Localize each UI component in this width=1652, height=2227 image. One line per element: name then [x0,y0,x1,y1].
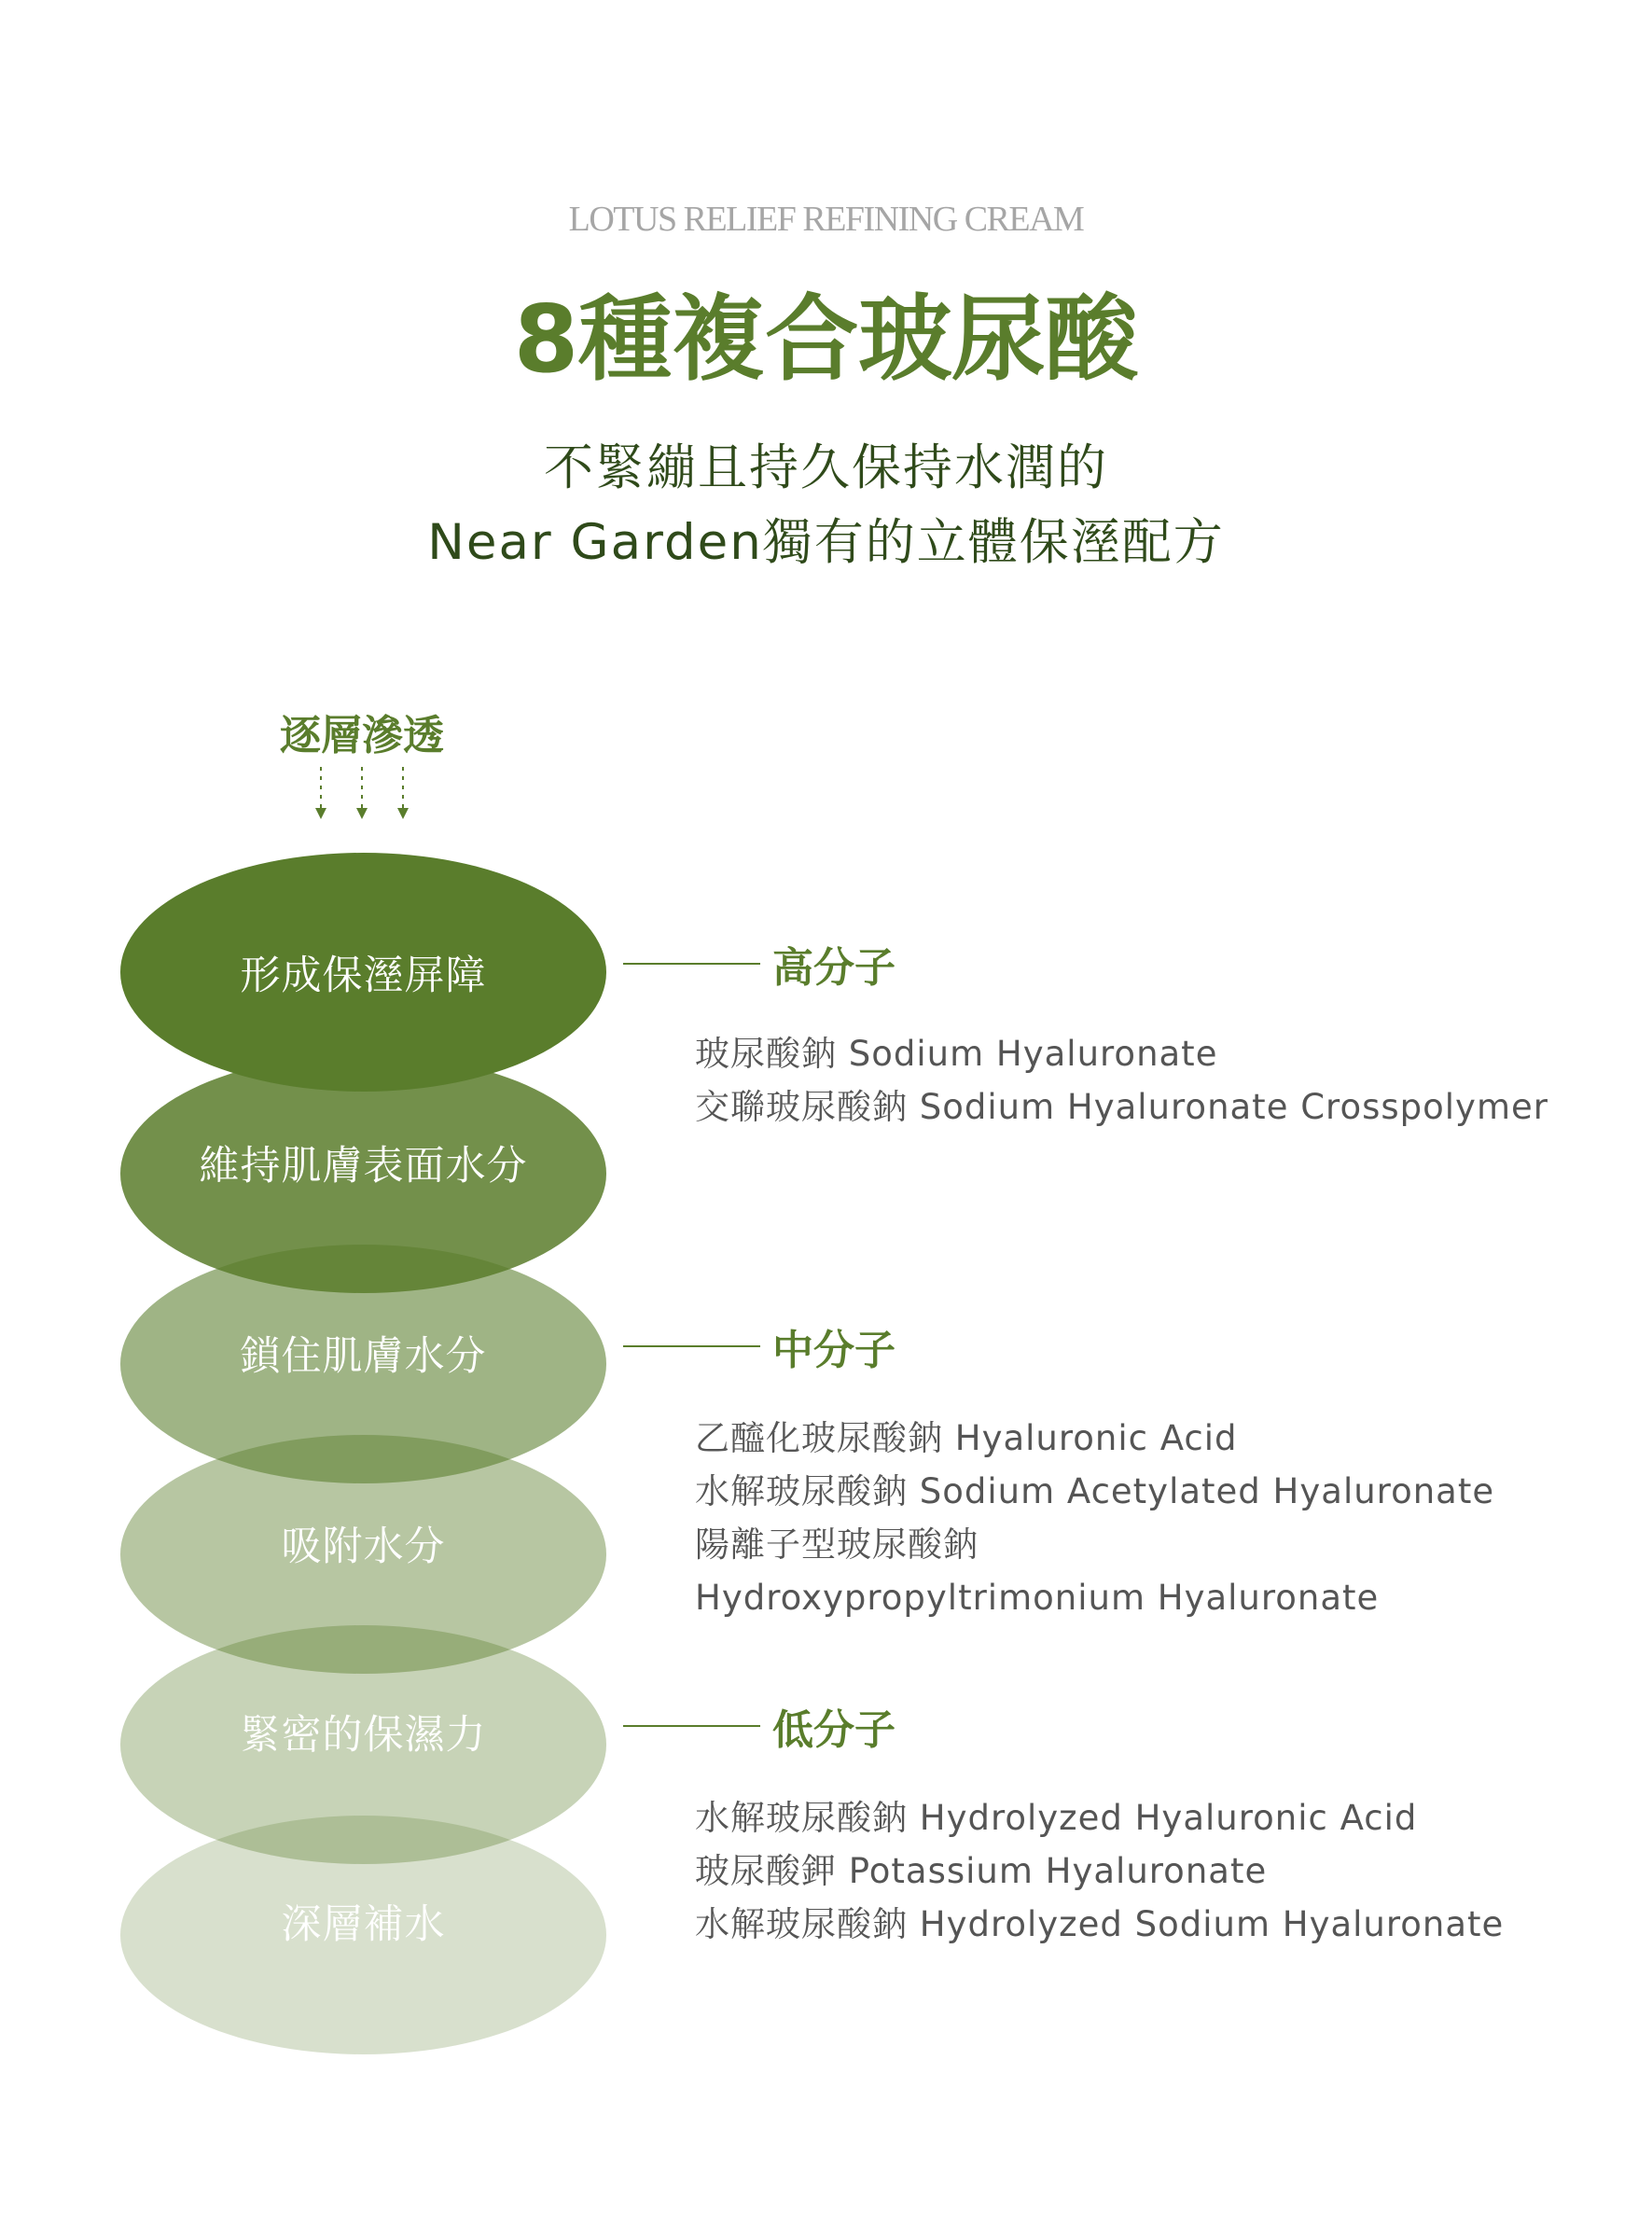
connector-line-mid [623,1345,760,1347]
layer-label-1: 形成保溼屏障 [240,953,487,999]
layer-label-2: 維持肌膚表面水分 [199,1143,528,1190]
ingredient-item: 水解玻尿酸鈉 Hydrolyzed Sodium Hyaluronate [695,1904,1505,1944]
layer-label-4: 吸附水分 [281,1524,446,1570]
ingredient-item: Hydroxypropyltrimonium Hyaluronate [695,1578,1380,1618]
layer-label-5: 緊密的保濕力 [240,1712,487,1759]
page-title: 8種複合玻尿酸 [513,285,1139,394]
layer-label-6: 深層補水 [281,1901,446,1948]
ingredient-item: 水解玻尿酸鈉 Sodium Acetylated Hyaluronate [695,1471,1495,1511]
ingredient-list-low [695,1791,1504,1951]
ingredient-item: 陽離子型玻尿酸鈉 [695,1524,979,1565]
group-title-low: 低分子 [772,1706,895,1754]
penetration-arrows-icon [308,765,410,823]
ingredient-item: 玻尿酸鉀 Potassium Hyaluronate [695,1851,1268,1891]
layer-label-3: 鎖住肌膚水分 [240,1333,487,1380]
group-title-high: 高分子 [772,944,895,992]
brand-name: LOTUS RELIEF REFINING CREAM [568,200,1084,239]
group-title-mid: 中分子 [772,1327,895,1374]
connector-line-high [623,963,760,965]
subtitle [0,431,1652,580]
ingredient-list-high [695,1027,1548,1134]
connector-line-low [623,1725,760,1727]
subtitle-line-1: 不緊繃且持久保持水潤的 [544,439,1108,496]
ingredient-item: 乙醯化玻尿酸鈉 Hyaluronic Acid [695,1418,1238,1458]
penetration-label: 逐層滲透 [280,712,444,759]
ingredient-item: 玻尿酸鈉 Sodium Hyaluronate [695,1034,1218,1074]
ingredient-item: 交聯玻尿酸鈉 Sodium Hyaluronate Crosspolymer [695,1087,1548,1127]
ingredient-list-mid [695,1412,1494,1624]
subtitle-line-2: Near Garden獨有的立體保溼配方 [427,514,1225,571]
ingredient-item: 水解玻尿酸鈉 Hydrolyzed Hyaluronic Acid [695,1798,1418,1838]
